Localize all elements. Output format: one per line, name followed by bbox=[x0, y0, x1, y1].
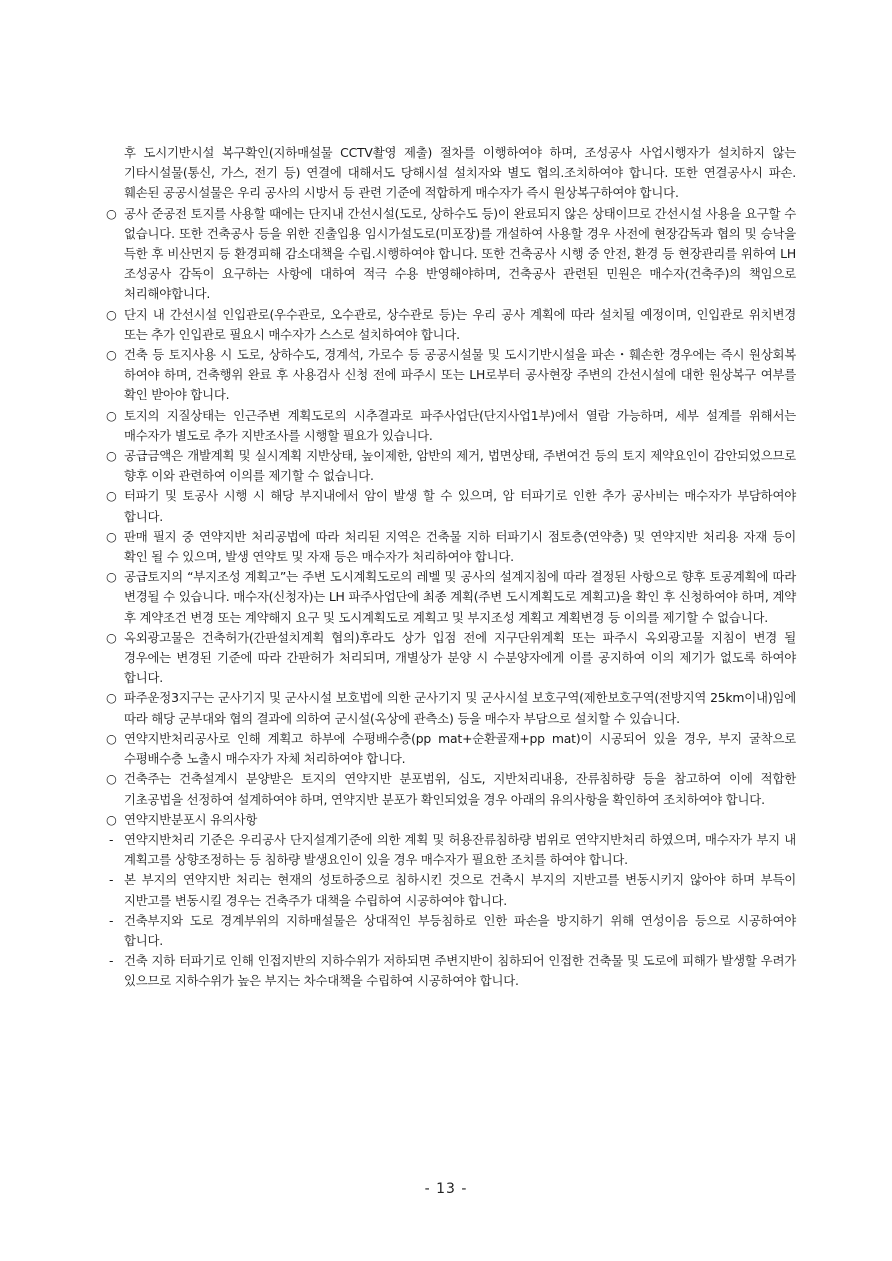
paragraph-text: 연약지반처리 기준은 우리공사 단지설계기준에 의한 계획 및 허용잔류침하량 범위로 연약지반처리 하였으며, 매수자가 부지 내 계획고를 상향조정하는 등 침하량 발생요인이 있을 경우 매수자가 필요한 조치를 하여야 합니다. bbox=[124, 831, 796, 868]
paragraph-text: 연약지반분포시 유의사항 bbox=[124, 811, 258, 827]
bullet-item bbox=[104, 567, 796, 628]
bullet-item bbox=[104, 628, 796, 689]
dash-marker: - bbox=[109, 953, 114, 969]
bullet-marker: ○ bbox=[106, 347, 117, 363]
bullet-marker: ○ bbox=[106, 488, 117, 504]
bullet-marker: ○ bbox=[106, 629, 117, 645]
paragraph-continuation bbox=[104, 143, 796, 204]
bullet-item bbox=[104, 688, 796, 728]
paragraph-text: 공사 준공전 토지를 사용할 때에는 단지내 간선시설(도로, 상하수도 등)이 완료되지 않은 상태이므로 간선시설 사용을 요구할 수 없습니다. 또한 건축공사 등을 위한 진출입용 임시가설도로(미포장)를 개설하여 사용할 경우 사전에 현장감독과 협의 및 승낙을 득한 후 비산먼지 등 환경피해 감소대책을 수립.시행하여야 합니다. 또한 건축공사 시행 중 안전, 환경 등 현장관리를 위하여 LH 조성공사 감독이 요구하는 사항에 대하여 적극 수용 반영해야하며, 건축공사 관련된 민원은 매수자(건축주)의 책임으로 처리해야합니다. bbox=[124, 205, 796, 302]
bullet-item bbox=[104, 769, 796, 809]
dash-item bbox=[104, 870, 796, 910]
paragraph-text: 후 도시기반시설 복구확인(지하매설물 CCTV촬영 제출) 절차를 이행하여야 하며, 조성공사 사업시행자가 설치하지 않는 기타시설물(통신, 가스, 전기 등) 연결에 대해서도 당해시설 설치자와 별도 협의.조치하여야 합니다. 또한 연결공사시 파손.훼손된 공공시설물은 우리 공사의 시방서 등 관련 기준에 적합하게 매수자가 즉시 원상복구하여야 합니다. bbox=[124, 145, 796, 201]
bullet-item bbox=[104, 446, 796, 486]
dash-item bbox=[104, 830, 796, 870]
bullet-item bbox=[104, 486, 796, 526]
bullet-marker: ○ bbox=[106, 690, 117, 706]
paragraph-text: 건축부지와 도로 경계부위의 지하매설물은 상대적인 부등침하로 인한 파손을 방지하기 위해 연성이음 등으로 시공하여야 합니다. bbox=[124, 912, 796, 948]
paragraph-text: 공급금액은 개발계획 및 실시계획 지반상태, 높이제한, 암반의 제거, 법면상태, 주변여건 등의 토지 제약요인이 감안되었으므로 향후 이와 관련하여 이의를 제기할 수 없습니다. bbox=[124, 448, 796, 484]
bullet-marker: ○ bbox=[106, 811, 117, 827]
bullet-marker: ○ bbox=[106, 407, 117, 423]
paragraph-text: 건축 등 토지사용 시 도로, 상하수도, 경계석, 가로수 등 공공시설물 및 도시기반시설을 파손・훼손한 경우에는 즉시 원상회복 하여야 하며, 건축행위 완료 후 사용검사 신청 전에 파주시 또는 LH로부터 공사현장 주변의 간선시설에 대한 원상복구 여부를 확인 받아야 합니다. bbox=[124, 347, 796, 403]
bullet-item bbox=[104, 527, 796, 567]
paragraph-text: 판매 필지 중 연약지반 처리공법에 따라 처리된 지역은 건축물 지하 터파기시 점토층(연약층) 및 연약지반 처리용 자재 등이 확인 될 수 있으며, 발생 연약토 및 자재 등은 매수자가 처리하여야 합니다. bbox=[124, 528, 796, 565]
paragraph-text: 토지의 지질상태는 인근주변 계획도로의 시추결과로 파주사업단(단지사업1부)에서 열람 가능하며, 세부 설계를 위해서는 매수자가 별도로 추가 지반조사를 시행할 필요가 있습니다. bbox=[124, 407, 796, 443]
page-number: - 13 - bbox=[424, 1181, 468, 1197]
paragraph-text: 건축주는 건축설계시 분양받은 토지의 연약지반 분포범위, 심도, 지반처리내용, 잔류침하량 등을 참고하여 이에 적합한 기초공법을 선정하여 설계하여야 하며, 연약지반 분포가 확인되었을 경우 아래의 유의사항을 확인하여 조치하여야 합니다. bbox=[124, 771, 796, 807]
paragraph-text: 건축 지하 터파기로 인해 인접지반의 지하수위가 저하되면 주변지반이 침하되어 인접한 건축물 및 도로에 피해가 발생할 우려가 있으므로 지하수위가 높은 부지는 차수대책을 수립하여 시공하여야 합니다. bbox=[124, 953, 796, 989]
bullet-marker: ○ bbox=[106, 448, 117, 464]
bullet-item bbox=[104, 204, 796, 305]
dash-marker: - bbox=[109, 912, 114, 928]
bullet-item bbox=[104, 406, 796, 446]
bullet-marker: ○ bbox=[106, 306, 117, 322]
paragraph-text: 연약지반처리공사로 인해 계획고 하부에 수평배수층(pp mat+순환골재+pp mat)이 시공되어 있을 경우, 부지 굴착으로 수평배수층 노출시 매수자가 자체 처리하여야 합니다. bbox=[124, 730, 796, 767]
dash-item bbox=[104, 951, 796, 991]
paragraph-text: 파주운정3지구는 군사기지 및 군사시설 보호법에 의한 군사기지 및 군사시설 보호구역(제한보호구역(전방지역 25km이내)임에 따라 해당 군부대와 협의 결과에 의하여 군시설(옥상에 관측소) 등을 매수자 부담으로 설치할 수 있습니다. bbox=[124, 690, 796, 726]
dash-marker: - bbox=[109, 831, 114, 847]
dash-item bbox=[104, 911, 796, 951]
bullet-item bbox=[104, 305, 796, 345]
bullet-item bbox=[104, 729, 796, 769]
paragraph-text: 본 부지의 연약지반 처리는 현재의 성토하중으로 침하시킨 것으로 건축시 부지의 지반고를 변동시키지 않아야 하며 부득이 지반고를 변동시킬 경우는 건축주가 대책을 수립하여 시공하여야 합니다. bbox=[124, 872, 796, 908]
bullet-marker: ○ bbox=[106, 771, 117, 787]
bullet-marker: ○ bbox=[106, 730, 117, 746]
dash-marker: - bbox=[109, 872, 114, 888]
paragraph-text: 옥외광고물은 건축허가(간판설치계획 협의)후라도 상가 입점 전에 지구단위계획 또는 파주시 옥외광고물 지침이 변경 될 경우에는 변경된 기준에 따라 간판허가 처리되며, 개별상가 분양 시 수분양자에게 이를 공지하여 이의 제기가 없도록 하여야 합니다. bbox=[124, 629, 796, 686]
bullet-item bbox=[104, 810, 796, 830]
paragraph-text: 단지 내 간선시설 인입관로(우수관로, 오수관로, 상수관로 등)는 우리 공사 계획에 따라 설치될 예정이며, 인입관로 위치변경 또는 추가 인입관로 필요시 매수자가 스스로 설치하여야 합니다. bbox=[124, 306, 796, 342]
paragraph-text: 터파기 및 토공사 시행 시 해당 부지내에서 암이 발생 할 수 있으며, 암 터파기로 인한 추가 공사비는 매수자가 부담하여야 합니다. bbox=[124, 488, 796, 524]
document-body bbox=[104, 143, 796, 992]
bullet-marker: ○ bbox=[106, 528, 117, 544]
bullet-marker: ○ bbox=[106, 569, 117, 585]
bullet-marker: ○ bbox=[106, 205, 117, 221]
paragraph-text: 공급토지의 “부지조성 계획고”는 주변 도시계획도로의 레벨 및 공사의 설계지침에 따라 결정된 사항으로 향후 토공계획에 따라 변경될 수 있습니다. 매수자(신청자)는 LH 파주사업단에 최종 계획(주변 도시계획도로 계획고)을 확인 후 신청하여야 하며, 계약 후 계약조건 변경 또는 계약해지 요구 및 도시계획도로 계획고 및 부지조성 계획고 계획변경 등 이의를 제기할 수 없습니다. bbox=[124, 569, 796, 625]
bullet-item bbox=[104, 345, 796, 406]
